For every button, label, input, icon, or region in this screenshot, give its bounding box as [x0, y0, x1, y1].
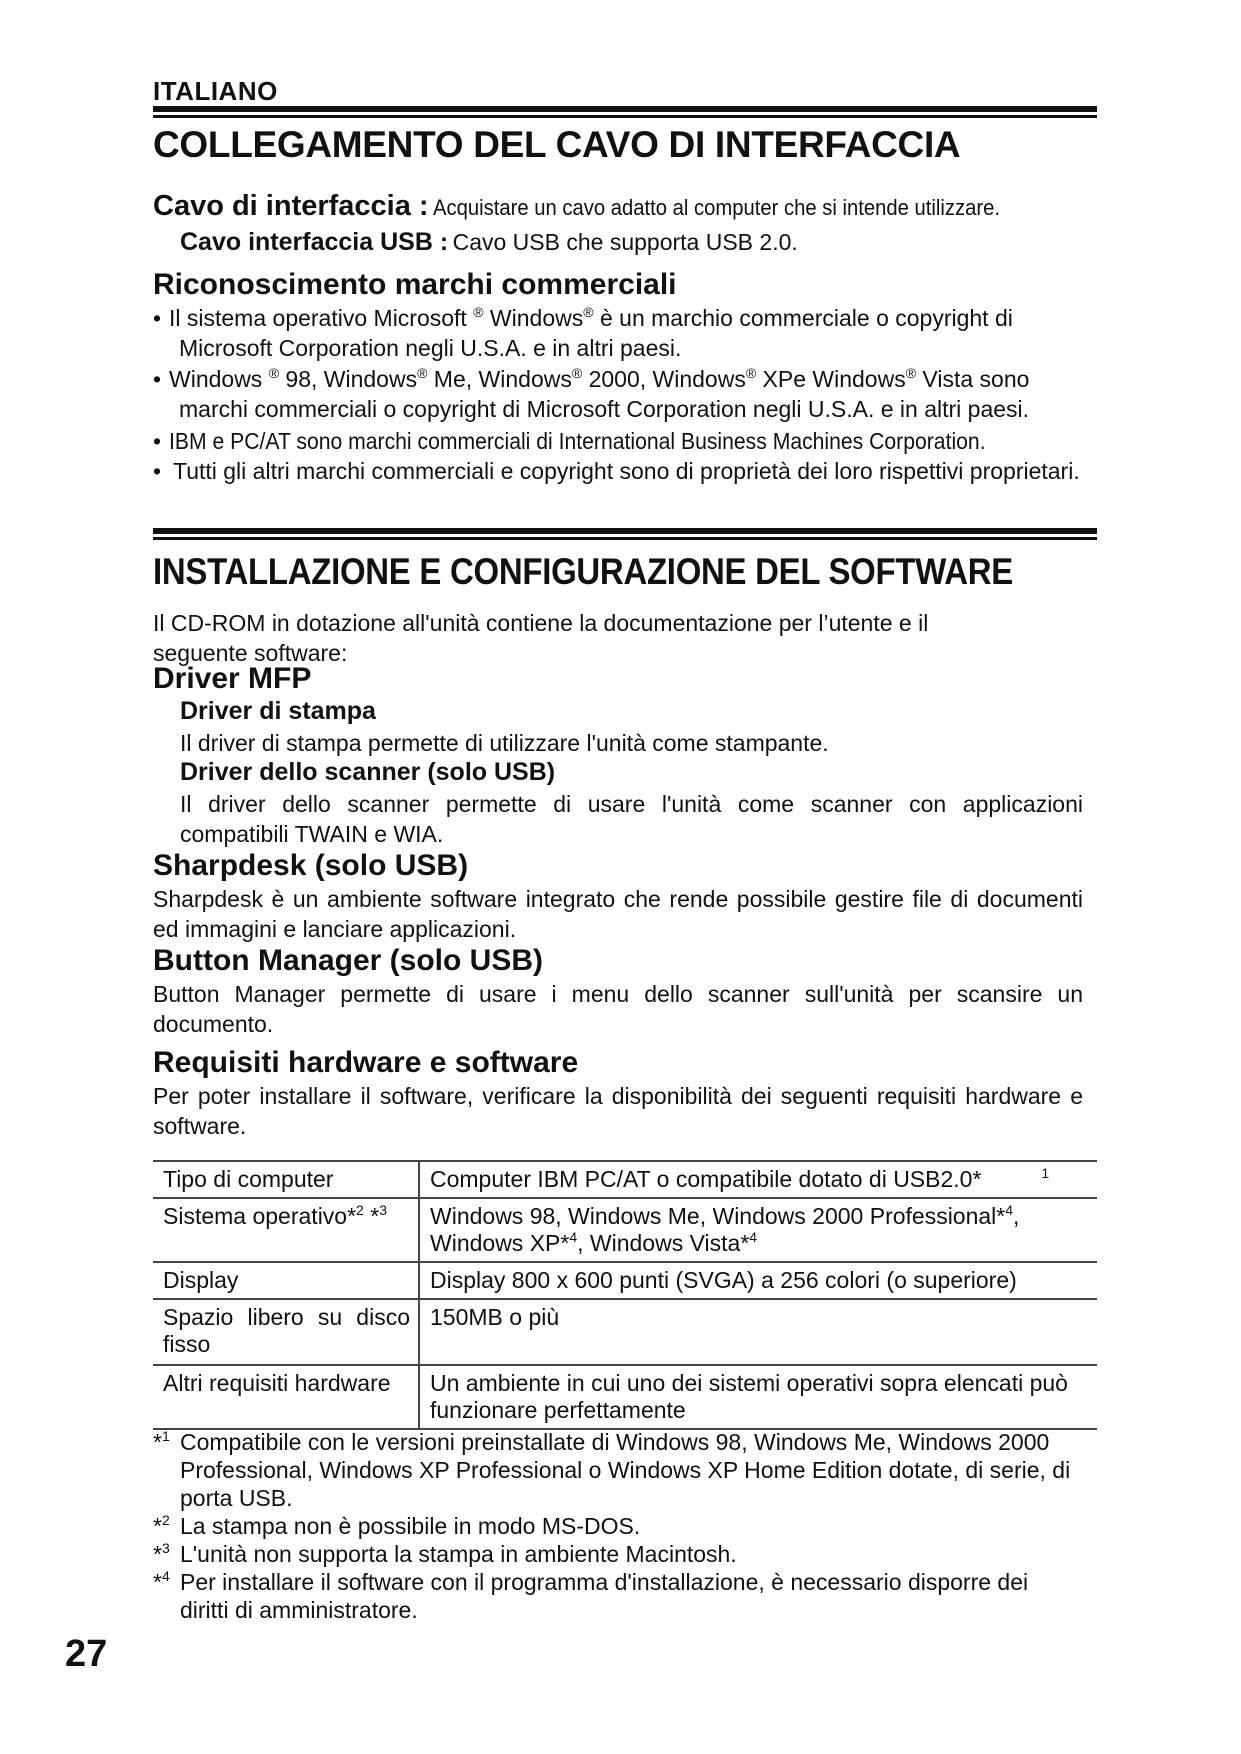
usb-cable-text: Cavo USB che supporta USB 2.0. [452, 229, 798, 255]
page-number: 27 [65, 1633, 108, 1675]
requirements-table [153, 1160, 1097, 1430]
table-row [153, 1161, 1097, 1198]
table-cell-label: Tipo di computer [153, 1161, 419, 1198]
button-manager-title: Button Manager (solo USB) [153, 944, 543, 977]
table-cell-label: Altri requisiti hardware [153, 1365, 419, 1429]
table-cell-value: 150MB o più [430, 1304, 560, 1330]
table-cell-label: Sistema operativo*$^2$ *$^3$ [153, 1198, 419, 1262]
scanner-driver-title: Driver dello scanner (solo USB) [180, 758, 556, 786]
requirements-text: Per poter installare il software, verificare la disponibilità dei seguenti requisiti hardware e software. [153, 1083, 1083, 1139]
footnote-1: *$^1$ Compatibile con le versioni preinstallate di Windows 98, Windows Me, Windows 2000 Professional, Windows XP Professional o Windows XP Home Edition dotate, di serie, di porta USB. [153, 1428, 1071, 1511]
trademark-bullet-3: • IBM e PC/AT sono marchi commerciali di International Business Machines Corporation. [153, 428, 986, 454]
table-cell-value: Windows 98, Windows Me, Windows 2000 Professional*$^4$, Windows XP*$^4$, Windows Vista*$^4$ [430, 1202, 1020, 1256]
table-row [153, 1365, 1097, 1429]
footnote-3: *$^3$ L'unità non supporta la stampa in ambiente Macintosh. [153, 1540, 737, 1567]
table-cell-value: Un ambiente in cui uno dei sistemi operativi sopra elencati può funzionare perfettamente [430, 1370, 1068, 1423]
requirements-title: Requisiti hardware e software [153, 1046, 579, 1079]
bullet-icon: • [153, 366, 162, 392]
table-row [153, 1299, 1097, 1365]
sharpdesk-text: Sharpdesk è un ambiente software integrato che rende possibile gestire file di documenti ed immagini e lanciare applicazioni. [153, 886, 1083, 942]
table-cell-label: Display [153, 1262, 419, 1299]
table-cell-label: Spazio libero su disco fisso [153, 1299, 419, 1365]
language-label: ITALIANO [153, 76, 278, 106]
cable-label: Cavo di interfaccia : [153, 190, 429, 222]
usb-cable-line [180, 228, 798, 257]
table-cell-value: Display 800 x 600 punti (SVGA) a 256 colori (o superiore) [430, 1267, 1017, 1293]
section-rule [153, 528, 1097, 540]
bullet-icon: • [153, 458, 162, 484]
cable-line [153, 190, 1049, 223]
bullet-icon: • [153, 305, 162, 331]
sharpdesk-title: Sharpdesk (solo USB) [153, 849, 469, 882]
software-intro: Il CD-ROM in dotazione all'unità contiene la documentazione per l’utente e il seguente software: [153, 610, 929, 666]
trademark-bullet-4: • Tutti gli altri marchi commerciali e copyright sono di proprietà dei loro rispettivi proprietari. [153, 458, 1080, 484]
footnote-4: *$^4$ Per installare il software con il programma d'installazione, è necessario disporre dei diritti di amministratore. [153, 1568, 1029, 1623]
section-title-software-install: INSTALLAZIONE E CONFIGURAZIONE DEL SOFTWARE [153, 551, 1013, 592]
trademarks-title: Riconoscimento marchi commerciali [153, 268, 677, 301]
bullet-icon: • [153, 428, 162, 454]
trademark-bullet-2: • Windows ® 98, Windows® Me, Windows® 2000, Windows® XPe Windows® Vista sono marchi commerciali o copyright di Microsoft Corporation negli U.S.A. e in altri paesi. [153, 365, 1030, 422]
table-row [153, 1198, 1097, 1262]
print-driver-title: Driver di stampa [180, 697, 376, 725]
print-driver-text: Il driver di stampa permette di utilizzare l'unità come stampante. [180, 730, 829, 756]
driver-mfp-title: Driver MFP [153, 662, 312, 695]
trademark-bullet-1: • Il sistema operativo Microsoft ® Windows® è un marchio commerciale o copyright di Microsoft Corporation negli U.S.A. e in altri paesi. [153, 304, 1013, 361]
scanner-driver-text: Il driver dello scanner permette di usare l'unità come scanner con applicazioni compatibili TWAIN e WIA. [180, 791, 1083, 847]
cable-text: Acquistare un cavo adatto al computer che si intende utilizzare. [433, 195, 1001, 220]
table-cell-value: Computer IBM PC/AT o compatibile dotato di USB2.0* $^1$ [430, 1165, 1050, 1192]
section-rule [153, 106, 1097, 118]
usb-cable-label: Cavo interfaccia USB : [180, 228, 449, 256]
button-manager-text: Button Manager permette di usare i menu dello scanner sull'unità per scansire un documento. [153, 981, 1083, 1037]
table-row [153, 1262, 1097, 1299]
section-title-interface-cable: COLLEGAMENTO DEL CAVO DI INTERFACCIA [153, 124, 961, 165]
footnote-2: *$^2$ La stampa non è possibile in modo MS-DOS. [153, 1512, 641, 1539]
